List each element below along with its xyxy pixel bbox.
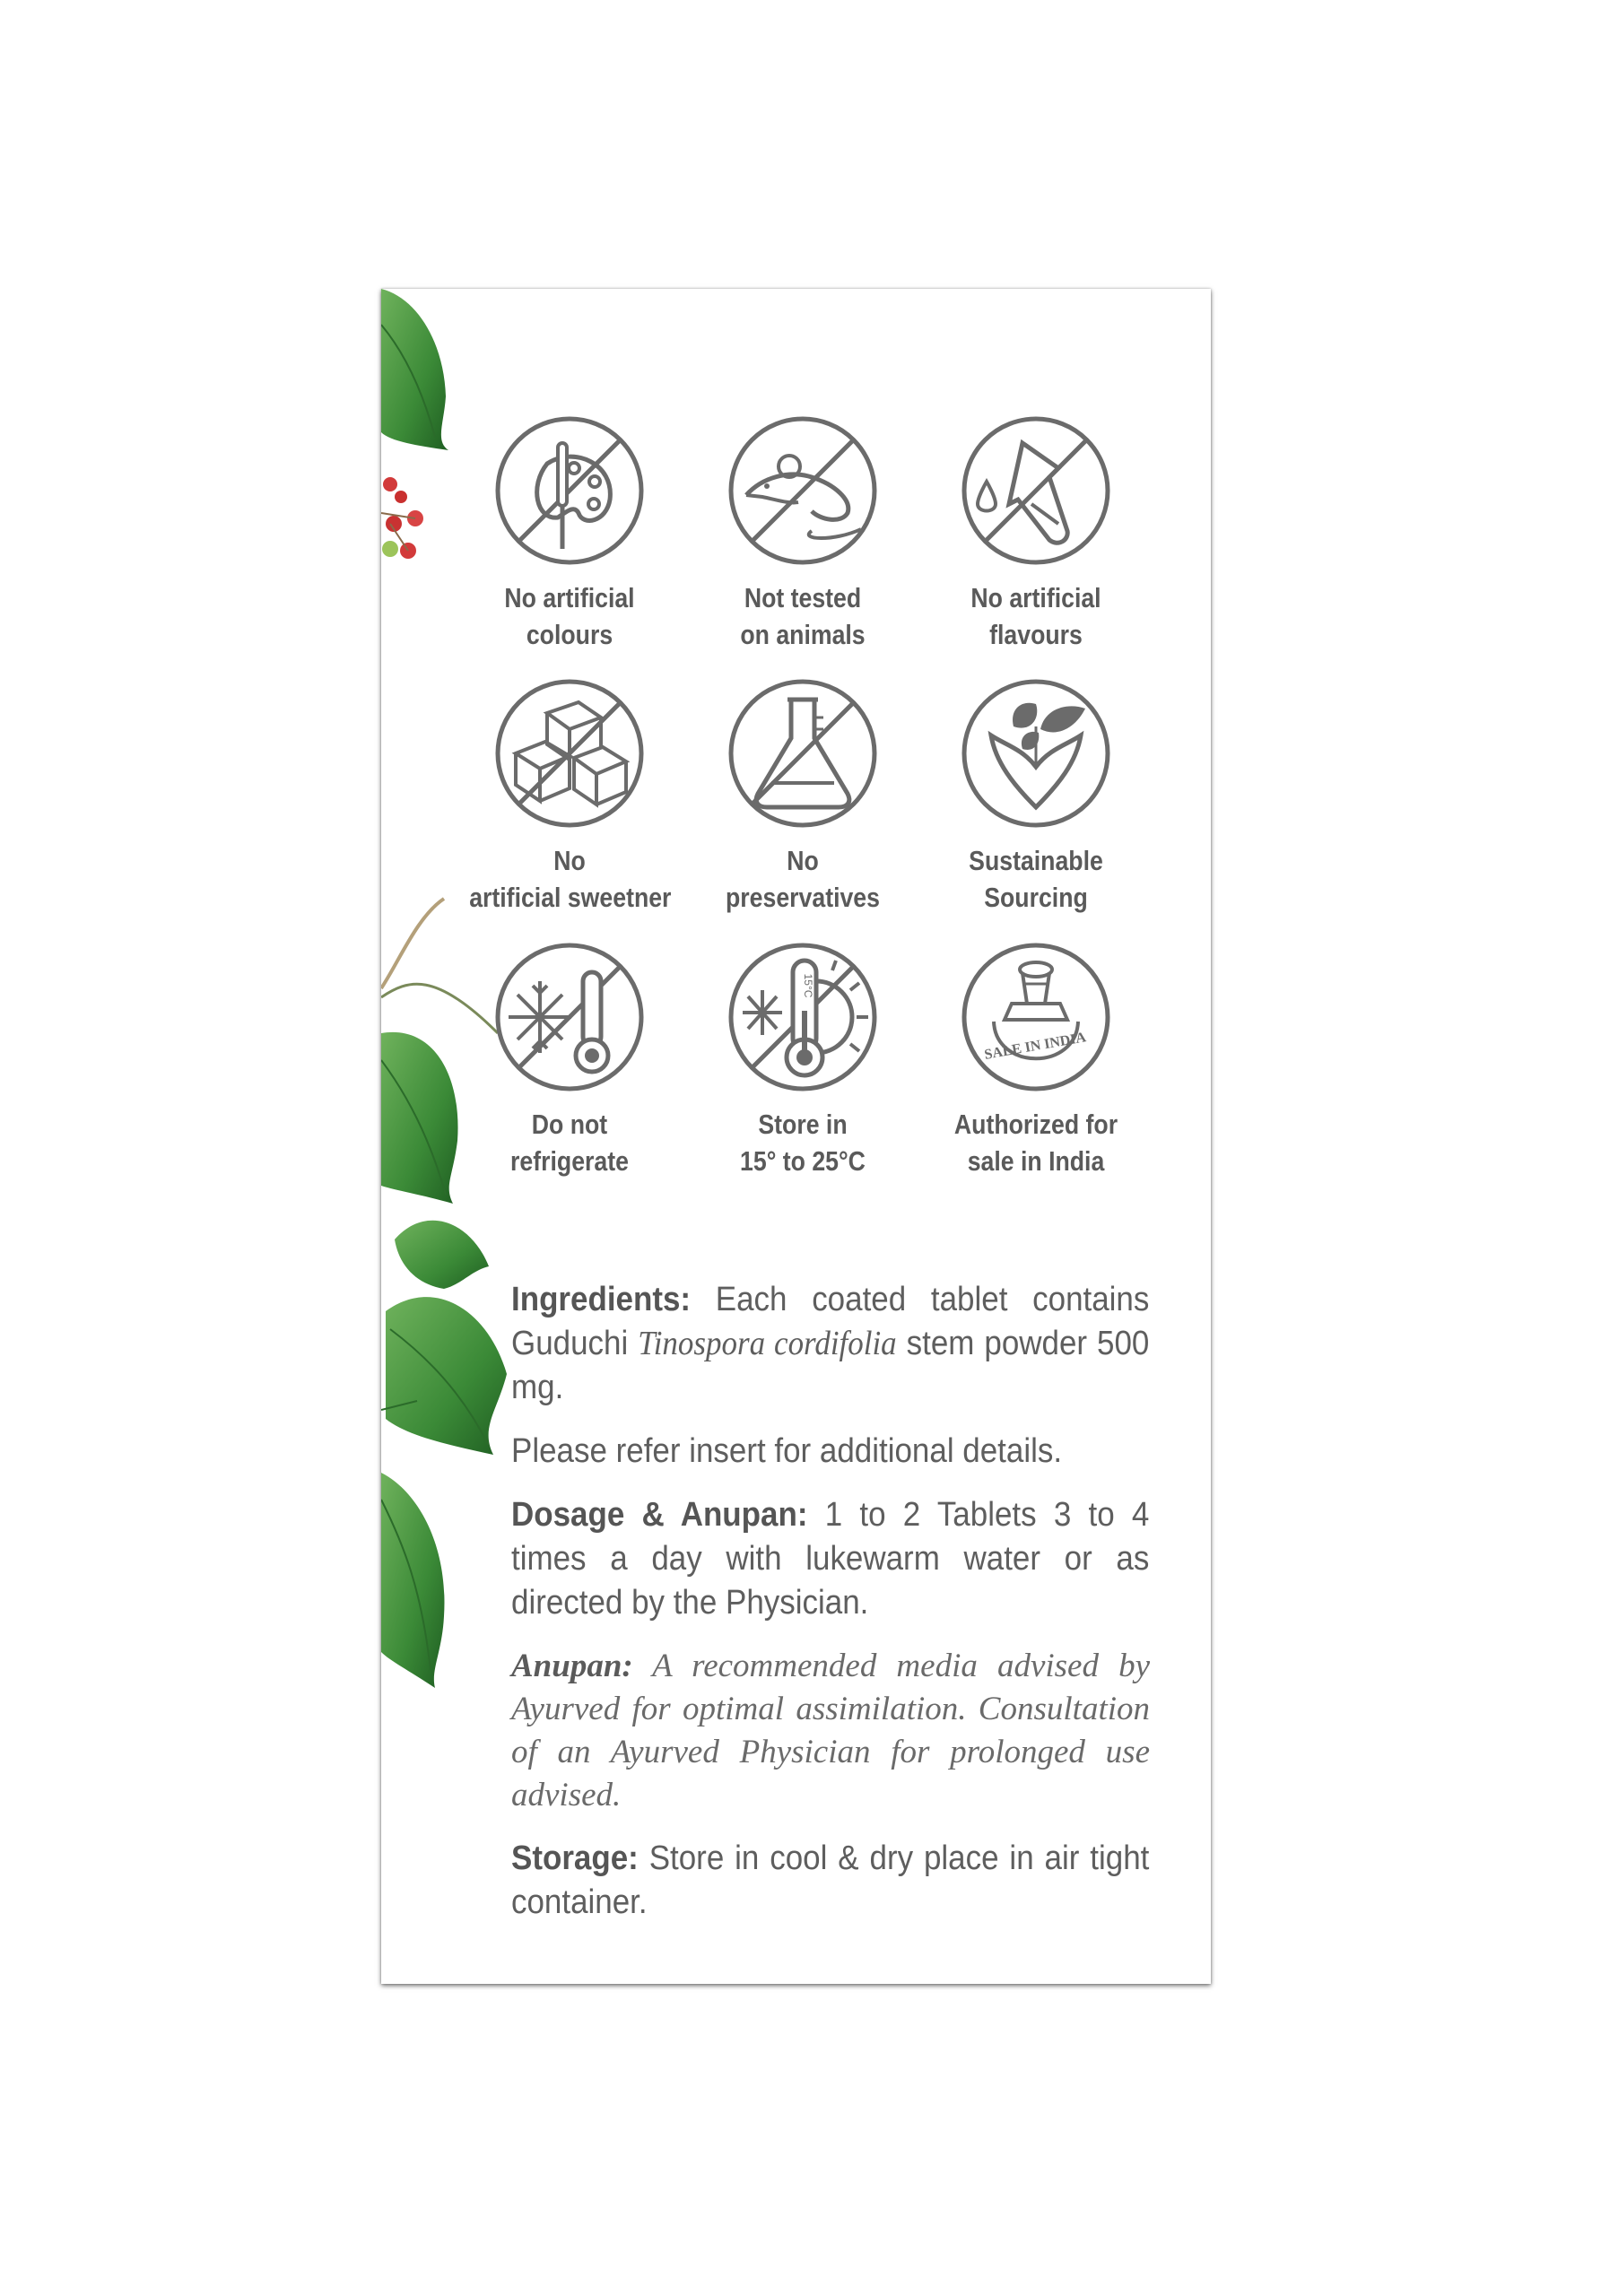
anupan-paragraph bbox=[511, 1645, 1150, 1817]
storage-heading: Storage: bbox=[511, 1839, 639, 1877]
dosage-paragraph bbox=[511, 1493, 1149, 1625]
badge-label-line1: Authorized for bbox=[953, 1109, 1118, 1140]
badge-no-artificial-colours bbox=[453, 414, 686, 653]
temperature-icon bbox=[727, 941, 879, 1093]
badge-label-line2: colours bbox=[526, 619, 613, 650]
scientific-name: Tinospora cordifolia bbox=[638, 1325, 897, 1362]
badge-label-line2: sale in India bbox=[967, 1145, 1105, 1177]
badge-sustainable-sourcing bbox=[919, 677, 1153, 916]
badge-label-line2: artificial sweetner bbox=[469, 882, 672, 913]
anupan-text: A recommended media advised by Ayurved for optimal assimilation. Consultation of an Ayurved Physician for prolonged use advised. bbox=[511, 1648, 1150, 1813]
badge-label-line1: Sustainable bbox=[969, 845, 1103, 876]
ingredients-text-before: Each coated tablet contains Guduchi bbox=[511, 1281, 1150, 1362]
anupan-heading: Anupan: bbox=[511, 1648, 633, 1684]
badge-label-line1: No bbox=[553, 845, 586, 876]
badge-store-temperature bbox=[686, 941, 919, 1179]
badge-no-artificial-sweetner bbox=[453, 677, 686, 916]
badge-not-tested-on-animals bbox=[686, 414, 919, 653]
badge-no-artificial-flavours bbox=[919, 414, 1153, 653]
badge-label-line2: flavours bbox=[989, 619, 1083, 650]
storage-text: Store in cool & dry place in air tight container. bbox=[511, 1839, 1150, 1921]
mouse-icon bbox=[727, 414, 879, 567]
badge-label-line1: No artificial bbox=[970, 582, 1101, 613]
berries-cluster-icon bbox=[381, 477, 423, 559]
dosage-heading: Dosage & Anupan: bbox=[511, 1496, 808, 1534]
storage-paragraph bbox=[511, 1837, 1149, 1925]
sugar-cubes-icon bbox=[493, 677, 646, 830]
insert-note: Please refer insert for additional details. bbox=[511, 1432, 1063, 1470]
ingredients-paragraph bbox=[511, 1278, 1149, 1410]
badge-label-line1: Store in bbox=[758, 1109, 848, 1140]
sale-in-india-stamp-text: SALE IN INDIA bbox=[983, 1030, 1088, 1063]
palette-icon bbox=[493, 414, 646, 567]
product-info-text bbox=[511, 1278, 1150, 1944]
stamp-icon bbox=[960, 941, 1112, 1093]
badge-label-line1: No artificial bbox=[504, 582, 635, 613]
badge-label-line2: on animals bbox=[740, 619, 866, 650]
badge-label-line2: preservatives bbox=[726, 882, 880, 913]
dosage-text: 1 to 2 Tablets 3 to 4 times a day with lukewarm water or as directed by the Physician. bbox=[511, 1496, 1150, 1622]
badge-label-line2: 15° to 25°C bbox=[740, 1145, 866, 1177]
badge-label-line1: No bbox=[787, 845, 819, 876]
snowflake-thermometer-icon bbox=[493, 941, 646, 1093]
temperature-mark-text: 15°C bbox=[802, 973, 814, 998]
badge-do-not-refrigerate bbox=[453, 941, 686, 1179]
product-label-panel bbox=[381, 289, 1211, 1984]
ingredients-heading: Ingredients: bbox=[511, 1281, 692, 1318]
badge-label-line1: Do not bbox=[531, 1109, 608, 1140]
ingredients-text-after: stem powder 500 mg. bbox=[511, 1325, 1150, 1406]
badge-label-line1: Not tested bbox=[744, 582, 862, 613]
badge-label-line2: Sourcing bbox=[984, 882, 1088, 913]
badge-no-preservatives bbox=[686, 677, 919, 916]
badge-authorized-india bbox=[919, 941, 1153, 1179]
erlenmeyer-flask-icon bbox=[727, 677, 879, 830]
badge-label-line2: refrigerate bbox=[510, 1145, 629, 1177]
leaf-hand-icon bbox=[960, 677, 1112, 830]
flask-drop-icon bbox=[960, 414, 1112, 567]
